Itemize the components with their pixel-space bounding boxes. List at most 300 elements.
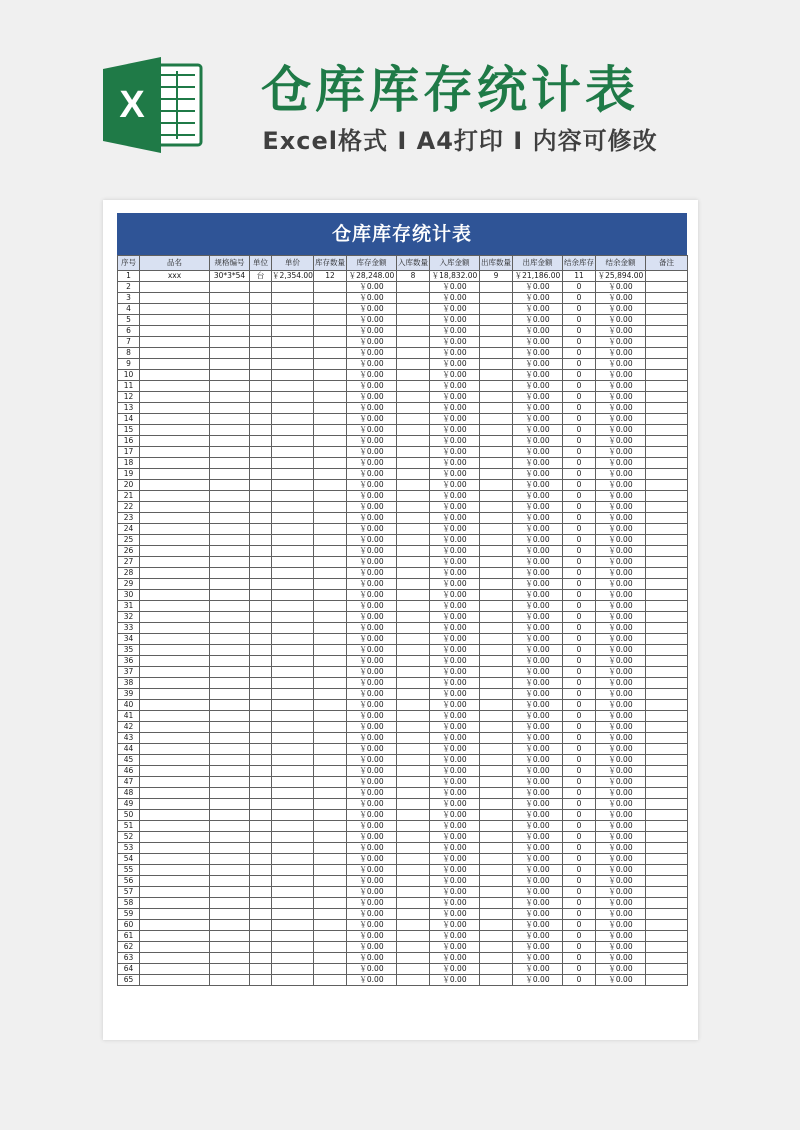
table-cell bbox=[646, 348, 688, 359]
table-cell bbox=[314, 524, 347, 535]
table-cell bbox=[250, 502, 272, 513]
table-cell: ￥0.00 bbox=[430, 667, 480, 678]
table-cell bbox=[480, 799, 513, 810]
table-cell: ￥0.00 bbox=[347, 568, 397, 579]
table-cell bbox=[210, 579, 250, 590]
table-cell: ￥0.00 bbox=[596, 315, 646, 326]
table-cell bbox=[480, 931, 513, 942]
table-cell bbox=[480, 810, 513, 821]
table-cell: ￥18,832.00 bbox=[430, 271, 480, 282]
table-cell bbox=[397, 634, 430, 645]
table-cell bbox=[140, 766, 210, 777]
table-cell bbox=[480, 590, 513, 601]
table-cell bbox=[140, 513, 210, 524]
table-cell: ￥0.00 bbox=[513, 711, 563, 722]
table-cell bbox=[480, 579, 513, 590]
table-cell bbox=[140, 942, 210, 953]
table-cell: ￥0.00 bbox=[430, 568, 480, 579]
table-cell bbox=[272, 304, 314, 315]
table-cell: 28 bbox=[118, 568, 140, 579]
table-cell bbox=[480, 601, 513, 612]
table-cell bbox=[250, 370, 272, 381]
table-cell bbox=[397, 524, 430, 535]
table-cell: ￥0.00 bbox=[347, 678, 397, 689]
table-cell: ￥0.00 bbox=[513, 667, 563, 678]
table-cell: ￥0.00 bbox=[347, 634, 397, 645]
table-cell: 34 bbox=[118, 634, 140, 645]
table-cell bbox=[646, 271, 688, 282]
table-cell: 0 bbox=[563, 667, 596, 678]
table-cell bbox=[397, 722, 430, 733]
table-cell: ￥0.00 bbox=[513, 326, 563, 337]
table-cell: 57 bbox=[118, 887, 140, 898]
table-cell: ￥0.00 bbox=[596, 733, 646, 744]
table-cell bbox=[397, 469, 430, 480]
table-cell bbox=[272, 744, 314, 755]
table-cell bbox=[140, 722, 210, 733]
table-cell bbox=[397, 700, 430, 711]
table-cell: ￥0.00 bbox=[347, 722, 397, 733]
table-cell: ￥0.00 bbox=[347, 854, 397, 865]
table-cell bbox=[272, 865, 314, 876]
table-cell: ￥0.00 bbox=[513, 348, 563, 359]
table-cell: 0 bbox=[563, 832, 596, 843]
table-cell bbox=[314, 601, 347, 612]
table-cell: 25 bbox=[118, 535, 140, 546]
table-cell: 0 bbox=[563, 788, 596, 799]
table-cell: 0 bbox=[563, 766, 596, 777]
table-row bbox=[118, 480, 688, 491]
table-cell bbox=[210, 513, 250, 524]
table-cell: ￥0.00 bbox=[596, 293, 646, 304]
table-cell: 45 bbox=[118, 755, 140, 766]
table-cell: ￥0.00 bbox=[347, 810, 397, 821]
table-cell bbox=[480, 414, 513, 425]
column-header: 出库数量 bbox=[480, 256, 513, 271]
table-cell: ￥0.00 bbox=[513, 755, 563, 766]
table-cell: ￥0.00 bbox=[596, 678, 646, 689]
table-cell: ￥0.00 bbox=[513, 315, 563, 326]
table-cell bbox=[480, 469, 513, 480]
table-cell bbox=[272, 381, 314, 392]
table-row bbox=[118, 403, 688, 414]
table-cell bbox=[272, 953, 314, 964]
table-cell: ￥0.00 bbox=[513, 436, 563, 447]
table-cell: ￥0.00 bbox=[430, 480, 480, 491]
table-cell: ￥0.00 bbox=[596, 590, 646, 601]
table-cell: ￥0.00 bbox=[347, 975, 397, 986]
spreadsheet-page bbox=[103, 200, 698, 1040]
table-cell bbox=[140, 348, 210, 359]
table-row bbox=[118, 843, 688, 854]
table-row bbox=[118, 865, 688, 876]
table-cell bbox=[140, 502, 210, 513]
table-cell bbox=[646, 733, 688, 744]
table-cell bbox=[397, 480, 430, 491]
table-cell bbox=[210, 315, 250, 326]
table-cell: 55 bbox=[118, 865, 140, 876]
table-cell bbox=[272, 557, 314, 568]
table-cell: 48 bbox=[118, 788, 140, 799]
table-cell: 0 bbox=[563, 370, 596, 381]
table-cell bbox=[140, 590, 210, 601]
table-cell bbox=[397, 326, 430, 337]
table-cell bbox=[480, 722, 513, 733]
table-cell: 59 bbox=[118, 909, 140, 920]
table-cell bbox=[480, 733, 513, 744]
table-cell: ￥0.00 bbox=[430, 359, 480, 370]
table-cell bbox=[397, 799, 430, 810]
table-cell bbox=[314, 568, 347, 579]
table-cell: ￥0.00 bbox=[430, 788, 480, 799]
table-cell bbox=[140, 810, 210, 821]
table-cell: ￥0.00 bbox=[347, 898, 397, 909]
table-cell: 0 bbox=[563, 557, 596, 568]
table-cell: ￥0.00 bbox=[513, 458, 563, 469]
table-cell: ￥0.00 bbox=[596, 953, 646, 964]
table-cell bbox=[480, 766, 513, 777]
table-cell: ￥0.00 bbox=[430, 381, 480, 392]
table-cell bbox=[140, 645, 210, 656]
table-cell: ￥0.00 bbox=[513, 689, 563, 700]
table-cell bbox=[210, 436, 250, 447]
column-header: 入库数量 bbox=[397, 256, 430, 271]
table-cell: ￥0.00 bbox=[596, 458, 646, 469]
table-cell: ￥0.00 bbox=[596, 370, 646, 381]
table-row bbox=[118, 546, 688, 557]
table-cell: 0 bbox=[563, 887, 596, 898]
table-cell: 24 bbox=[118, 524, 140, 535]
table-cell: ￥0.00 bbox=[513, 942, 563, 953]
table-row bbox=[118, 821, 688, 832]
table-cell: ￥0.00 bbox=[513, 568, 563, 579]
table-cell: ￥0.00 bbox=[596, 304, 646, 315]
table-cell: ￥0.00 bbox=[513, 480, 563, 491]
table-cell bbox=[272, 689, 314, 700]
table-cell: ￥0.00 bbox=[347, 832, 397, 843]
table-cell: 20 bbox=[118, 480, 140, 491]
table-cell bbox=[272, 722, 314, 733]
table-cell: ￥0.00 bbox=[513, 909, 563, 920]
table-cell: ￥0.00 bbox=[430, 689, 480, 700]
table-cell bbox=[646, 821, 688, 832]
table-cell: ￥0.00 bbox=[596, 810, 646, 821]
table-cell: 0 bbox=[563, 678, 596, 689]
table-cell bbox=[140, 546, 210, 557]
table-cell bbox=[210, 645, 250, 656]
table-cell bbox=[250, 821, 272, 832]
table-cell: 5 bbox=[118, 315, 140, 326]
table-cell: ￥0.00 bbox=[430, 282, 480, 293]
table-cell: ￥0.00 bbox=[430, 656, 480, 667]
table-cell bbox=[140, 447, 210, 458]
table-cell bbox=[397, 425, 430, 436]
table-cell: 9 bbox=[118, 359, 140, 370]
table-row bbox=[118, 436, 688, 447]
table-cell bbox=[314, 700, 347, 711]
table-cell: ￥0.00 bbox=[596, 865, 646, 876]
table-cell bbox=[646, 293, 688, 304]
table-cell: 0 bbox=[563, 480, 596, 491]
table-cell bbox=[397, 975, 430, 986]
table-cell bbox=[140, 777, 210, 788]
table-row bbox=[118, 898, 688, 909]
table-cell: ￥0.00 bbox=[347, 458, 397, 469]
table-cell: ￥0.00 bbox=[596, 414, 646, 425]
table-cell: ￥0.00 bbox=[513, 304, 563, 315]
table-cell: ￥0.00 bbox=[347, 711, 397, 722]
table-cell: 0 bbox=[563, 920, 596, 931]
table-cell: 8 bbox=[397, 271, 430, 282]
table-cell bbox=[210, 535, 250, 546]
table-cell: ￥0.00 bbox=[596, 480, 646, 491]
table-cell: ￥0.00 bbox=[347, 447, 397, 458]
table-row bbox=[118, 777, 688, 788]
table-cell bbox=[480, 942, 513, 953]
table-cell: 61 bbox=[118, 931, 140, 942]
table-cell: 0 bbox=[563, 964, 596, 975]
table-cell: ￥0.00 bbox=[347, 623, 397, 634]
table-cell bbox=[272, 942, 314, 953]
table-cell: ￥0.00 bbox=[347, 414, 397, 425]
table-cell: ￥0.00 bbox=[596, 469, 646, 480]
table-cell bbox=[480, 524, 513, 535]
table-cell bbox=[314, 920, 347, 931]
table-row bbox=[118, 909, 688, 920]
table-cell: ￥0.00 bbox=[513, 612, 563, 623]
column-header: 结余金额 bbox=[596, 256, 646, 271]
table-cell: ￥0.00 bbox=[347, 403, 397, 414]
table-cell bbox=[210, 711, 250, 722]
table-cell bbox=[314, 359, 347, 370]
table-cell: ￥0.00 bbox=[596, 381, 646, 392]
table-cell: ￥0.00 bbox=[513, 414, 563, 425]
table-cell bbox=[646, 480, 688, 491]
table-cell bbox=[210, 942, 250, 953]
table-cell bbox=[646, 524, 688, 535]
table-cell: 18 bbox=[118, 458, 140, 469]
table-cell bbox=[646, 546, 688, 557]
table-cell: ￥0.00 bbox=[347, 524, 397, 535]
table-cell bbox=[397, 282, 430, 293]
table-cell bbox=[314, 964, 347, 975]
table-cell bbox=[397, 821, 430, 832]
table-cell bbox=[210, 876, 250, 887]
table-cell bbox=[397, 865, 430, 876]
table-cell bbox=[250, 546, 272, 557]
table-row bbox=[118, 304, 688, 315]
table-cell: ￥0.00 bbox=[596, 667, 646, 678]
table-row bbox=[118, 557, 688, 568]
table-cell: 0 bbox=[563, 843, 596, 854]
table-cell bbox=[272, 634, 314, 645]
table-cell: ￥0.00 bbox=[347, 304, 397, 315]
table-cell: 0 bbox=[563, 447, 596, 458]
table-cell bbox=[210, 799, 250, 810]
table-cell bbox=[480, 623, 513, 634]
table-cell bbox=[314, 711, 347, 722]
table-cell bbox=[397, 777, 430, 788]
table-cell bbox=[397, 414, 430, 425]
table-cell bbox=[646, 447, 688, 458]
table-cell: ￥0.00 bbox=[347, 282, 397, 293]
table-cell bbox=[646, 491, 688, 502]
table-cell: ￥0.00 bbox=[596, 557, 646, 568]
table-cell: ￥0.00 bbox=[513, 821, 563, 832]
table-cell bbox=[397, 513, 430, 524]
table-cell: ￥0.00 bbox=[596, 876, 646, 887]
table-cell: ￥0.00 bbox=[513, 403, 563, 414]
table-cell: ￥0.00 bbox=[430, 634, 480, 645]
table-cell bbox=[140, 678, 210, 689]
table-cell: ￥0.00 bbox=[596, 766, 646, 777]
table-row bbox=[118, 920, 688, 931]
table-cell bbox=[210, 700, 250, 711]
table-cell: 58 bbox=[118, 898, 140, 909]
table-cell bbox=[250, 469, 272, 480]
table-cell bbox=[314, 447, 347, 458]
table-row bbox=[118, 337, 688, 348]
table-row bbox=[118, 601, 688, 612]
table-cell bbox=[314, 832, 347, 843]
table-cell bbox=[250, 667, 272, 678]
table-cell bbox=[314, 865, 347, 876]
table-cell: ￥0.00 bbox=[430, 711, 480, 722]
table-cell bbox=[250, 865, 272, 876]
table-cell: ￥0.00 bbox=[347, 425, 397, 436]
table-cell bbox=[250, 513, 272, 524]
table-cell bbox=[314, 480, 347, 491]
table-cell bbox=[314, 304, 347, 315]
table-cell bbox=[210, 755, 250, 766]
table-row bbox=[118, 271, 688, 282]
table-cell bbox=[272, 337, 314, 348]
table-cell bbox=[480, 887, 513, 898]
table-cell bbox=[140, 469, 210, 480]
table-cell bbox=[314, 436, 347, 447]
table-cell: ￥0.00 bbox=[596, 425, 646, 436]
table-cell bbox=[272, 810, 314, 821]
table-cell bbox=[397, 447, 430, 458]
table-cell bbox=[314, 876, 347, 887]
table-cell: ￥0.00 bbox=[513, 557, 563, 568]
table-cell bbox=[272, 975, 314, 986]
table-cell: ￥0.00 bbox=[513, 678, 563, 689]
table-cell bbox=[646, 601, 688, 612]
table-cell: ￥0.00 bbox=[430, 799, 480, 810]
table-cell bbox=[480, 337, 513, 348]
table-cell: ￥0.00 bbox=[347, 293, 397, 304]
table-row bbox=[118, 876, 688, 887]
table-cell bbox=[314, 656, 347, 667]
table-cell: 14 bbox=[118, 414, 140, 425]
table-cell bbox=[480, 392, 513, 403]
table-cell bbox=[646, 700, 688, 711]
table-cell bbox=[250, 282, 272, 293]
table-cell bbox=[480, 656, 513, 667]
table-cell bbox=[646, 755, 688, 766]
table-cell bbox=[210, 810, 250, 821]
table-cell bbox=[314, 414, 347, 425]
table-cell bbox=[480, 711, 513, 722]
table-cell: 0 bbox=[563, 392, 596, 403]
table-row bbox=[118, 370, 688, 381]
table-cell bbox=[480, 788, 513, 799]
table-cell bbox=[397, 667, 430, 678]
table-cell: 52 bbox=[118, 832, 140, 843]
table-cell bbox=[210, 502, 250, 513]
table-cell bbox=[250, 656, 272, 667]
table-cell bbox=[140, 711, 210, 722]
table-cell: ￥0.00 bbox=[347, 546, 397, 557]
table-cell bbox=[140, 876, 210, 887]
table-cell bbox=[646, 568, 688, 579]
table-cell: 2 bbox=[118, 282, 140, 293]
table-cell: ￥0.00 bbox=[513, 700, 563, 711]
table-cell bbox=[314, 623, 347, 634]
table-cell: ￥0.00 bbox=[430, 898, 480, 909]
table-cell bbox=[210, 348, 250, 359]
table-cell: ￥0.00 bbox=[596, 491, 646, 502]
table-cell: ￥0.00 bbox=[596, 403, 646, 414]
table-cell: 0 bbox=[563, 711, 596, 722]
table-cell: 32 bbox=[118, 612, 140, 623]
table-cell: 0 bbox=[563, 601, 596, 612]
table-row bbox=[118, 799, 688, 810]
table-cell bbox=[250, 623, 272, 634]
table-cell: ￥0.00 bbox=[596, 788, 646, 799]
table-cell: ￥0.00 bbox=[513, 887, 563, 898]
table-cell bbox=[314, 722, 347, 733]
table-row bbox=[118, 579, 688, 590]
table-cell bbox=[480, 480, 513, 491]
table-row bbox=[118, 425, 688, 436]
table-cell bbox=[250, 579, 272, 590]
table-cell bbox=[210, 337, 250, 348]
table-cell: 0 bbox=[563, 953, 596, 964]
table-cell bbox=[397, 579, 430, 590]
table-cell: ￥0.00 bbox=[513, 953, 563, 964]
table-cell bbox=[140, 799, 210, 810]
table-cell bbox=[646, 964, 688, 975]
table-cell bbox=[250, 414, 272, 425]
table-cell bbox=[646, 832, 688, 843]
table-cell bbox=[646, 865, 688, 876]
table-cell: ￥0.00 bbox=[347, 733, 397, 744]
table-cell: ￥0.00 bbox=[430, 579, 480, 590]
table-cell: 7 bbox=[118, 337, 140, 348]
table-cell bbox=[397, 436, 430, 447]
table-cell bbox=[272, 447, 314, 458]
table-cell bbox=[210, 612, 250, 623]
table-cell: ￥0.00 bbox=[513, 766, 563, 777]
table-cell bbox=[272, 348, 314, 359]
table-cell: ￥0.00 bbox=[596, 337, 646, 348]
table-cell bbox=[480, 898, 513, 909]
table-cell: ￥0.00 bbox=[430, 557, 480, 568]
table-cell bbox=[250, 381, 272, 392]
table-cell: 12 bbox=[118, 392, 140, 403]
table-cell bbox=[250, 337, 272, 348]
table-row bbox=[118, 513, 688, 524]
table-row bbox=[118, 887, 688, 898]
table-cell bbox=[646, 953, 688, 964]
table-cell: ￥0.00 bbox=[513, 579, 563, 590]
table-cell bbox=[314, 931, 347, 942]
table-cell: ￥0.00 bbox=[596, 502, 646, 513]
table-row bbox=[118, 975, 688, 986]
table-cell bbox=[397, 678, 430, 689]
